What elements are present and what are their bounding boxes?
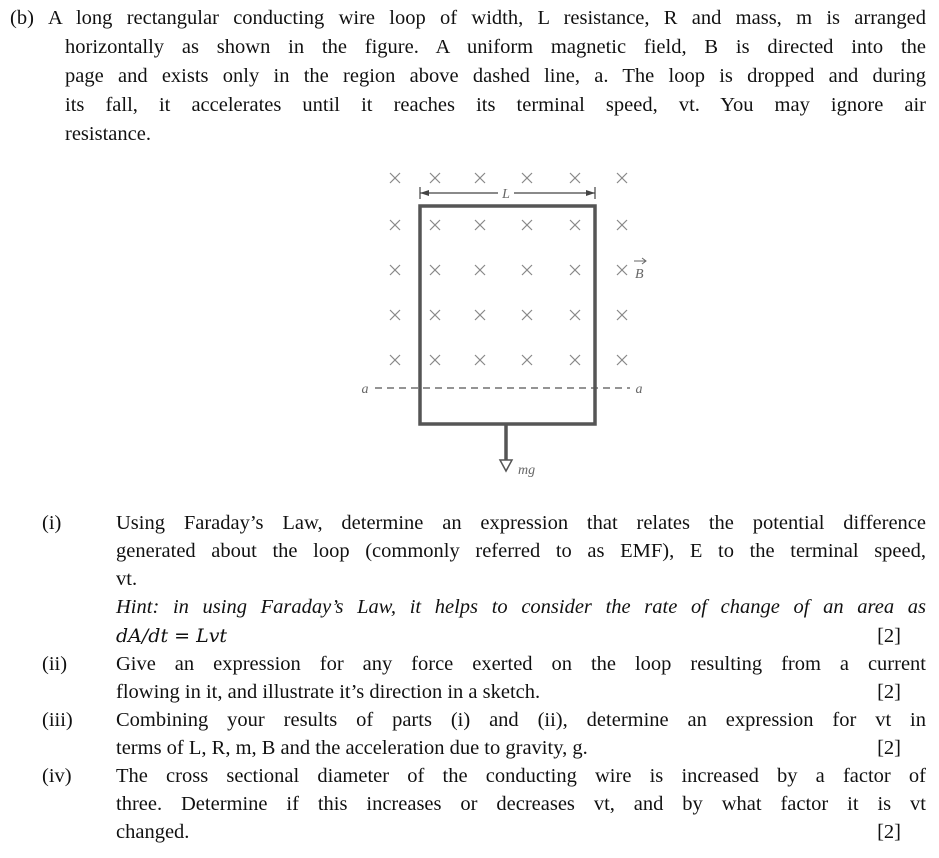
- part-i-hint-text: Hint: in using Faraday’s Law, it helps to consider the rate of change of an area as: [116, 596, 926, 618]
- loop-figure: [355, 160, 655, 495]
- field-cross-icon: [522, 265, 532, 275]
- field-cross-icon: [390, 310, 400, 320]
- intro-line-4: its fall, it accelerates until it reaches its terminal speed, vt. You may ignore air: [65, 94, 926, 116]
- intro-line-3: page and exists only in the region above dashed line, a. The loop is dropped and during: [65, 65, 926, 87]
- field-cross-icon: [617, 310, 627, 320]
- loop-diagram: [355, 160, 655, 495]
- field-cross-icon: [617, 355, 627, 365]
- field-cross-icon: [475, 310, 485, 320]
- part-i-equation: dA/dt = Lvt: [116, 625, 228, 647]
- field-cross-icon: [390, 355, 400, 365]
- part-ii-line-2: flowing in it, and illustrate it’s direction in a sketch.: [116, 681, 541, 703]
- field-cross-icon: [475, 265, 485, 275]
- field-cross-icon: [430, 265, 440, 275]
- field-cross-icon: [570, 220, 580, 230]
- part-number-ii: (ii): [42, 653, 68, 675]
- field-cross-icon: [617, 173, 627, 183]
- field-cross-icon: [570, 355, 580, 365]
- field-cross-icon: [475, 173, 485, 183]
- part-iv-line-2: three. Determine if this increases or decreases vt, and by what factor it is vt: [116, 793, 926, 815]
- part-ii-line-1: Give an expression for any force exerted on the loop resulting from a current: [116, 653, 926, 675]
- part-i-hint-line: [116, 596, 926, 619]
- part-iii-line-1: Combining your results of parts (i) and (ii), determine an expression for vt in: [116, 709, 926, 731]
- field-cross-icon: [390, 265, 400, 275]
- part-number-i: (i): [42, 512, 62, 534]
- field-vector-arrow-icon: [634, 258, 646, 264]
- part-iv-line-1: The cross sectional diameter of the conducting wire is increased by a factor of: [116, 765, 926, 787]
- intro-line-2: horizontally as shown in the figure. A uniform magnetic field, B is directed into the: [65, 36, 926, 58]
- part-iii-marks: [2]: [877, 737, 901, 759]
- field-cross-icon: [522, 310, 532, 320]
- part-iv-marks: [2]: [877, 821, 901, 843]
- intro-line-1: A long rectangular conducting wire loop of width, L resistance, R and mass, m is arranged: [48, 7, 926, 29]
- field-cross-icon: [430, 355, 440, 365]
- part-number-iv: (iv): [42, 765, 72, 787]
- width-label: L: [502, 187, 510, 202]
- boundary-label-right: a: [635, 382, 643, 397]
- field-cross-icon: [475, 220, 485, 230]
- part-number-iii: (iii): [42, 709, 73, 731]
- field-cross-icon: [390, 173, 400, 183]
- wire-loop: [420, 206, 595, 424]
- field-cross-icon: [617, 265, 627, 275]
- boundary-label-left: a: [361, 382, 369, 397]
- field-cross-icon: [430, 220, 440, 230]
- field-cross-icon: [522, 220, 532, 230]
- force-label: mg: [518, 463, 536, 478]
- part-i-line-1: Using Faraday’s Law, determine an expression that relates the potential difference: [116, 512, 926, 534]
- field-cross-icon: [522, 173, 532, 183]
- field-cross-icon: [570, 173, 580, 183]
- question-label: (b): [10, 7, 34, 29]
- part-iv-line-3: changed.: [116, 821, 190, 843]
- field-cross-icon: [522, 355, 532, 365]
- field-cross-icon: [475, 355, 485, 365]
- part-iii-line-2: terms of L, R, m, B and the acceleration due to gravity, g.: [116, 737, 588, 759]
- field-cross-icon: [430, 310, 440, 320]
- part-i-marks: [2]: [877, 625, 901, 647]
- part-ii-marks: [2]: [877, 681, 901, 703]
- part-i-line-3: vt.: [116, 568, 138, 590]
- field-label: B: [635, 267, 644, 282]
- field-cross-icon: [570, 265, 580, 275]
- intro-line-5: resistance.: [65, 123, 151, 145]
- field-cross-icon: [390, 220, 400, 230]
- weight-arrow-icon: [500, 424, 512, 471]
- field-cross-icon: [570, 310, 580, 320]
- field-cross-icon: [617, 220, 627, 230]
- field-cross-icon: [430, 173, 440, 183]
- part-i-line-2: generated about the loop (commonly referred to as EMF), E to the terminal speed,: [116, 540, 926, 562]
